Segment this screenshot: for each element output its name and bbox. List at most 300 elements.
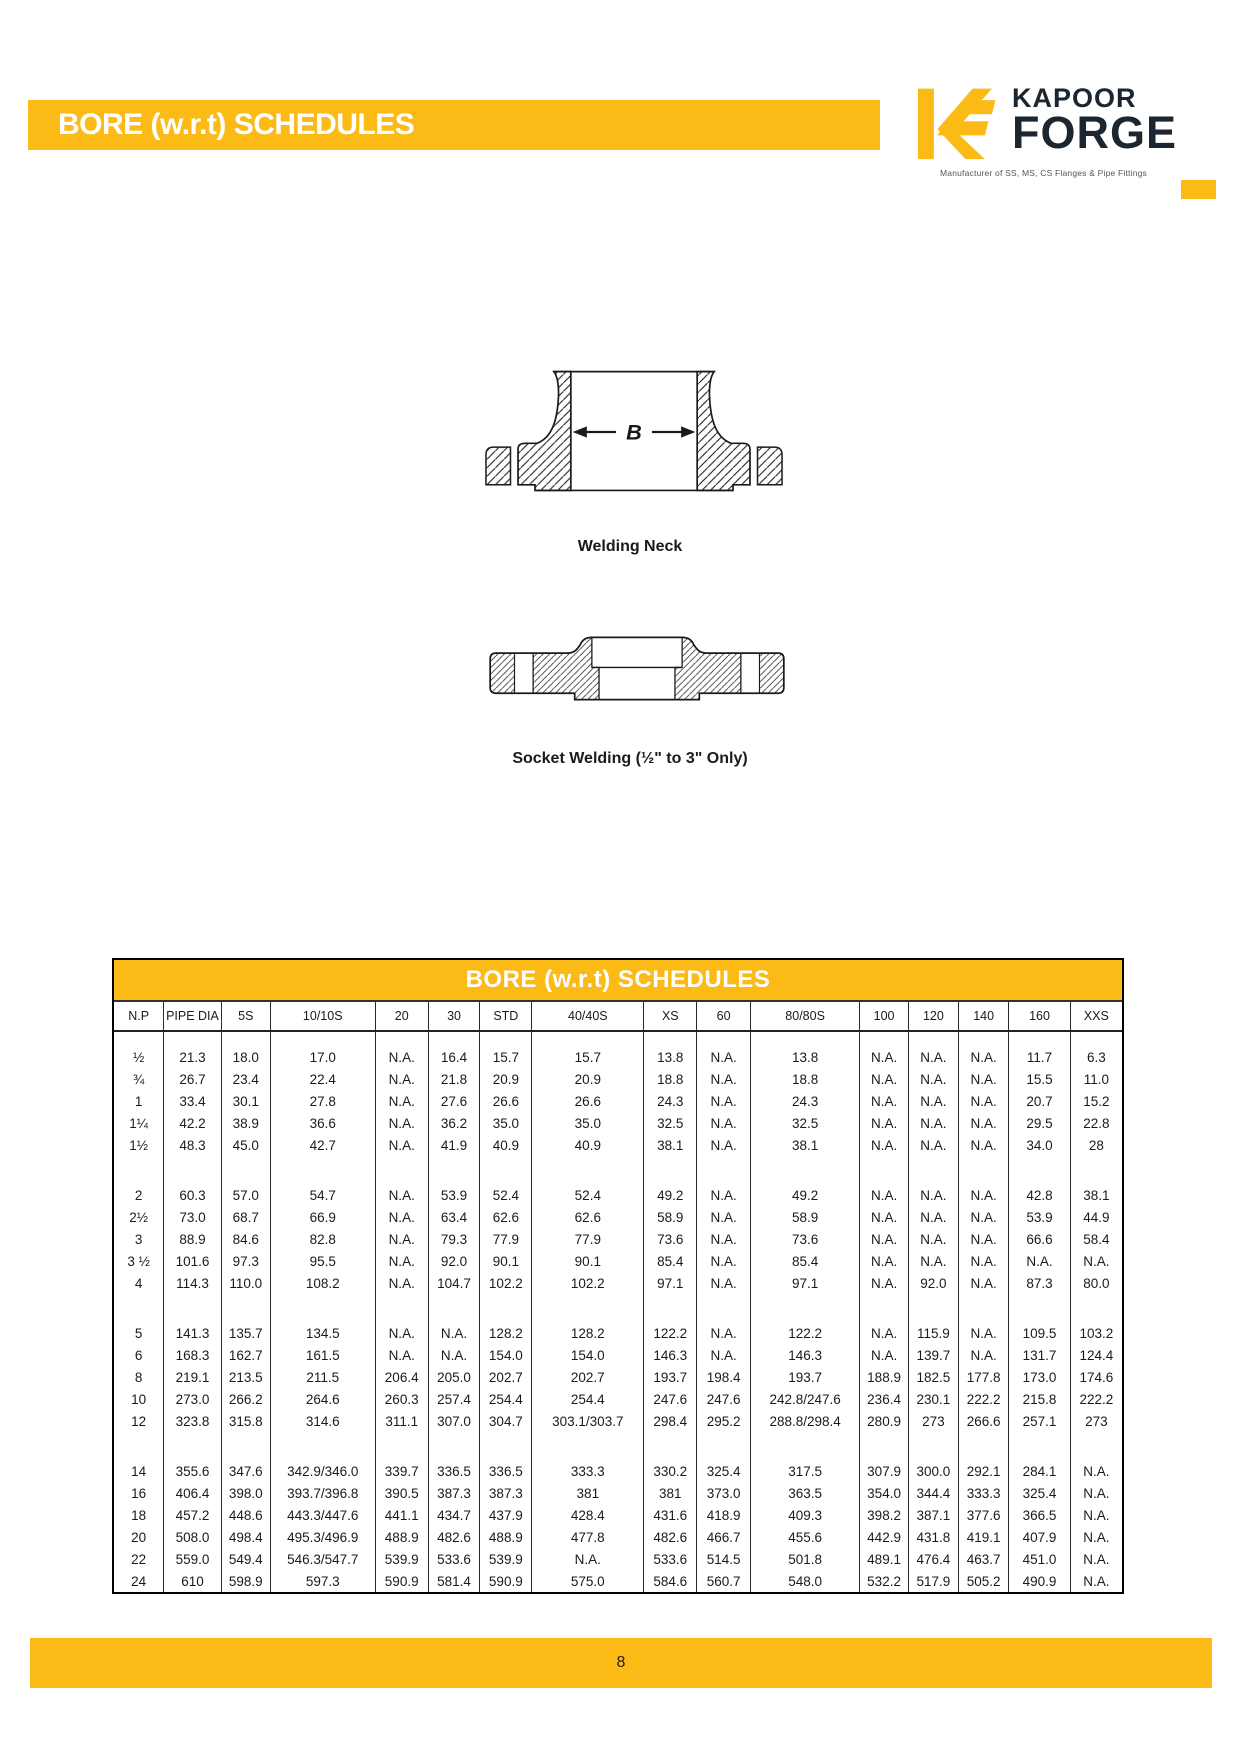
table-cell: 14 [114,1460,164,1482]
group-spacer [429,1432,480,1460]
table-cell: 79.3 [429,1228,480,1250]
table-cell: 21.3 [164,1046,221,1068]
table-cell: 26.6 [532,1090,644,1112]
table-cell: 97.1 [751,1272,861,1294]
table-cell: 317.5 [751,1460,861,1482]
table-cell: 40.9 [532,1134,644,1156]
group-spacer [480,1432,532,1460]
table-cell: 102.2 [532,1272,644,1294]
table-cell: 24.3 [751,1090,861,1112]
table-cell: 18.8 [751,1068,861,1090]
group-spacer [376,1432,429,1460]
table-cell: 109.5 [1009,1322,1070,1344]
column-header: 30 [429,1002,480,1032]
group-spacer [1071,1294,1122,1322]
table-cell: 8 [114,1366,164,1388]
table-cell: N.A. [909,1134,959,1156]
table-cell: N.A. [909,1184,959,1206]
table-cell: 598.9 [222,1570,271,1592]
group-spacer [697,1294,750,1322]
table-cell: 92.0 [429,1250,480,1272]
table-cell: 1½ [114,1134,164,1156]
table-cell: 390.5 [376,1482,429,1504]
table-cell: 508.0 [164,1526,221,1548]
table-cell: N.A. [697,1250,750,1272]
table-cell: 336.5 [480,1460,532,1482]
table-cell: ¾ [114,1068,164,1090]
table-cell: N.A. [1083,1463,1110,1479]
group-spacer [1071,1432,1122,1460]
table-cell: 63.4 [429,1206,480,1228]
table-cell: N.A. [697,1184,750,1206]
table-cell: 77.9 [480,1228,532,1250]
table-cell: 387.1 [909,1504,959,1526]
table-cell: 20.9 [532,1068,644,1090]
table-cell: 339.7 [376,1460,429,1482]
logo-name-forge: FORGE [1012,107,1178,158]
table-cell: 146.3 [644,1344,697,1366]
table-cell: 355.6 [164,1460,221,1482]
page-number: 8 [616,1654,626,1671]
table-cell: 202.7 [480,1366,532,1388]
table-cell: 97.1 [644,1272,697,1294]
table-cell: N.A. [959,1134,1009,1156]
table-cell: 5 [114,1322,164,1344]
table-cell: 42.7 [271,1134,376,1156]
table-cell: 548.0 [751,1570,861,1592]
group-spacer [1009,1432,1070,1460]
table-cell: 124.4 [1079,1347,1114,1363]
table-cell: 273 [909,1410,959,1432]
table-cell: 122.2 [751,1322,861,1344]
group-spacer [959,1294,1009,1322]
table-cell: N.A. [376,1090,429,1112]
table-cell: 381 [532,1482,644,1504]
column-header: PIPE DIA [164,1002,221,1032]
table-cell: 52.4 [532,1184,644,1206]
table-cell: 66.9 [271,1206,376,1228]
table-cell: 311.1 [376,1410,429,1432]
group-spacer [271,1156,376,1184]
table-cell: 549.4 [222,1548,271,1570]
table-cell: 95.5 [271,1250,376,1272]
kf-monogram-icon [918,84,1006,162]
table-cell: N.A. [959,1344,1009,1366]
table-cell: N.A. [697,1272,750,1294]
table-cell: 177.8 [959,1366,1009,1388]
table-cell: 90.1 [480,1250,532,1272]
table-cell: 54.7 [271,1184,376,1206]
table-cell: 15.7 [532,1046,644,1068]
table-title: BORE (w.r.t) SCHEDULES [465,966,771,993]
table-cell: N.A. [860,1184,908,1206]
group-spacer [429,1156,480,1184]
group-spacer [751,1294,861,1322]
table-cell: 418.9 [697,1504,750,1526]
group-spacer [164,1294,221,1322]
table-cell: 273 [1085,1413,1108,1429]
table-cell: 434.7 [429,1504,480,1526]
table-cell: 300.0 [909,1460,959,1482]
group-spacer [480,1032,532,1046]
table-cell: 490.9 [1009,1570,1070,1592]
table-cell: 451.0 [1009,1548,1070,1570]
table-cell: 501.8 [751,1548,861,1570]
table-cell: 15.5 [1009,1068,1070,1090]
group-spacer [909,1432,959,1460]
table-cell: 280.9 [860,1410,908,1432]
welding-neck-drawing [478,366,790,498]
table-cell: N.A. [860,1134,908,1156]
table-cell: 38.9 [222,1112,271,1134]
table-cell: N.A. [697,1206,750,1228]
table-cell: 466.7 [697,1526,750,1548]
group-spacer [959,1432,1009,1460]
table-cell: 68.7 [222,1206,271,1228]
table-cell: 1¼ [114,1112,164,1134]
table-cell: 35.0 [480,1112,532,1134]
table-cell: 32.5 [644,1112,697,1134]
table-cell: 115.9 [909,1322,959,1344]
table-cell: 6.3 [1086,1049,1106,1065]
group-spacer [376,1156,429,1184]
table-cell: N.A. [376,1228,429,1250]
table-cell: N.A. [959,1090,1009,1112]
group-spacer [114,1032,164,1046]
table-cell: 173.0 [1009,1366,1070,1388]
table-cell: 254.4 [480,1388,532,1410]
table-cell: N.A. [860,1206,908,1228]
table-cell: 26.7 [164,1068,221,1090]
table-cell: 205.0 [429,1366,480,1388]
table-cell: 60.3 [164,1184,221,1206]
group-spacer [222,1294,271,1322]
table-cell: 539.9 [376,1548,429,1570]
table-cell: 206.4 [376,1366,429,1388]
logo-name-kapoor: KAPOOR [1012,83,1137,113]
group-spacer [751,1432,861,1460]
table-cell: 463.7 [959,1548,1009,1570]
table-cell: 575.0 [532,1570,644,1592]
table-cell: 62.6 [480,1206,532,1228]
table-cell: 92.0 [909,1272,959,1294]
table-cell: 13.8 [751,1046,861,1068]
table-cell: 18.8 [644,1068,697,1090]
table-cell: 419.1 [959,1526,1009,1548]
table-cell: 441.1 [376,1504,429,1526]
table-cell: 489.1 [860,1548,908,1570]
table-cell: 381 [644,1482,697,1504]
accent-chip [1181,180,1216,199]
table-cell: 141.3 [164,1322,221,1344]
table-cell: N.A. [697,1134,750,1156]
table-cell: 10 [114,1388,164,1410]
table-cell: 42.8 [1009,1184,1070,1206]
group-spacer [751,1156,861,1184]
table-cell: N.A. [959,1206,1009,1228]
table-cell: 323.8 [164,1410,221,1432]
table-cell: 27.8 [271,1090,376,1112]
table-cell: 304.7 [480,1410,532,1432]
table-cell: 448.6 [222,1504,271,1526]
table-cell: N.A. [860,1228,908,1250]
table-cell: N.A. [909,1046,959,1068]
table-cell: N.A. [860,1272,908,1294]
table-cell: 20.9 [480,1068,532,1090]
table-cell: 560.7 [697,1570,750,1592]
table-cell: 431.6 [644,1504,697,1526]
table-cell: 102.2 [480,1272,532,1294]
table-cell: N.A. [959,1184,1009,1206]
table-cell: 108.2 [271,1272,376,1294]
table-cell: 307.9 [860,1460,908,1482]
column-header: 120 [909,1002,959,1032]
table-cell: 437.9 [480,1504,532,1526]
column-header: XS [644,1002,697,1032]
table-cell: 58.9 [644,1206,697,1228]
table-cell: 215.8 [1009,1388,1070,1410]
table-cell: 88.9 [164,1228,221,1250]
kapoor-forge-logo [918,84,1178,178]
table-cell: 114.3 [164,1272,221,1294]
table-cell: ½ [114,1046,164,1068]
table-cell: 18 [114,1504,164,1526]
table-cell: 406.4 [164,1482,221,1504]
table-cell: 211.5 [271,1366,376,1388]
table-cell: N.A. [376,1134,429,1156]
table-cell: 24 [114,1570,164,1592]
group-spacer [532,1156,644,1184]
table-cell: 495.3/496.9 [271,1526,376,1548]
table-cell: 377.6 [959,1504,1009,1526]
group-spacer [164,1432,221,1460]
table-cell: 15.7 [480,1046,532,1068]
table-title-bar [114,960,1122,1002]
table-cell: 40.9 [480,1134,532,1156]
table-cell: 87.3 [1009,1272,1070,1294]
table-cell: 82.8 [271,1228,376,1250]
table-cell: 398.0 [222,1482,271,1504]
table-cell: 333.3 [532,1460,644,1482]
arrow-right-icon [681,426,695,437]
table-cell: 57.0 [222,1184,271,1206]
table-cell: 154.0 [480,1344,532,1366]
table-cell: 3 [114,1228,164,1250]
column-header: N.P [114,1002,164,1032]
table-cell: 428.4 [532,1504,644,1526]
table-cell: 330.2 [644,1460,697,1482]
column-header: 160 [1009,1002,1070,1032]
table-cell: 482.6 [429,1526,480,1548]
table-cell: N.A. [376,1112,429,1134]
column-header: 10/10S [271,1002,376,1032]
table-cell: 18.0 [222,1046,271,1068]
welding-neck-caption: Welding Neck [577,538,683,555]
table-cell: 264.6 [271,1388,376,1410]
table-cell: N.A. [1083,1529,1110,1545]
group-spacer [860,1294,908,1322]
table-cell: N.A. [532,1548,644,1570]
table-cell: N.A. [959,1112,1009,1134]
table-cell: N.A. [697,1090,750,1112]
group-spacer [271,1432,376,1460]
table-cell: 498.4 [222,1526,271,1548]
table-cell: 24.3 [644,1090,697,1112]
table-cell: 247.6 [644,1388,697,1410]
table-cell: 288.8/298.4 [751,1410,861,1432]
table-cell: N.A. [860,1090,908,1112]
table-cell: N.A. [697,1322,750,1344]
group-spacer [429,1294,480,1322]
group-spacer [532,1032,644,1046]
table-cell: 284.1 [1009,1460,1070,1482]
bore-dimension-label: B [626,419,642,445]
table-cell: N.A. [1083,1253,1110,1269]
table-cell: 219.1 [164,1366,221,1388]
table-cell: 230.1 [909,1388,959,1410]
table-cell: N.A. [860,1344,908,1366]
group-spacer [271,1294,376,1322]
group-spacer [480,1294,532,1322]
table-cell: 347.6 [222,1460,271,1482]
column-header: 140 [959,1002,1009,1032]
group-spacer [644,1032,697,1046]
column-header: XXS [1071,1002,1122,1032]
table-cell: 22.8 [1083,1115,1110,1131]
table-cell: 584.6 [644,1570,697,1592]
table-cell: 29.5 [1009,1112,1070,1134]
table-cell: 477.8 [532,1526,644,1548]
table-cell: 222.2 [959,1388,1009,1410]
table-cell: 247.6 [697,1388,750,1410]
table-cell: 363.5 [751,1482,861,1504]
group-spacer [697,1156,750,1184]
table-cell: 590.9 [480,1570,532,1592]
table-cell: N.A. [1083,1485,1110,1501]
table-cell: 393.7/396.8 [271,1482,376,1504]
table-cell: 182.5 [909,1366,959,1388]
table-cell: N.A. [959,1250,1009,1272]
table-cell: N.A. [697,1068,750,1090]
group-spacer [376,1294,429,1322]
table-cell: N.A. [959,1068,1009,1090]
table-cell: 236.4 [860,1388,908,1410]
table-cell: 455.6 [751,1526,861,1548]
table-cell: N.A. [860,1112,908,1134]
table-cell: N.A. [959,1046,1009,1068]
group-spacer [909,1032,959,1046]
table-cell: 128.2 [480,1322,532,1344]
socket-welding-caption: Socket Welding (½" to 3" Only) [512,750,748,767]
table-cell: 11.0 [1083,1071,1109,1087]
table-cell: 162.7 [222,1344,271,1366]
table-cell: 28 [1088,1137,1104,1153]
table-cell: N.A. [860,1068,908,1090]
group-spacer [959,1032,1009,1046]
table-cell: 15.2 [1083,1093,1110,1109]
table-cell: 325.4 [1009,1482,1070,1504]
table-cell: N.A. [376,1250,429,1272]
table-cell: 273.0 [164,1388,221,1410]
table-cell: 45.0 [222,1134,271,1156]
table-cell: 488.9 [376,1526,429,1548]
table-cell: 34.0 [1009,1134,1070,1156]
table-cell: 342.9/346.0 [271,1460,376,1482]
table-cell: 35.0 [532,1112,644,1134]
table-cell: N.A. [1083,1573,1110,1589]
table-cell: 134.5 [271,1322,376,1344]
table-cell: 38.1 [751,1134,861,1156]
table-cell: N.A. [376,1068,429,1090]
group-spacer [751,1032,861,1046]
table-cell: 80.0 [1083,1275,1110,1291]
table-cell: 298.4 [644,1410,697,1432]
table-cell: 354.0 [860,1482,908,1504]
table-cell: 32.5 [751,1112,861,1134]
column-header: 5S [222,1002,271,1032]
table-cell: 533.6 [644,1548,697,1570]
table-cell: 104.7 [429,1272,480,1294]
welding-neck-diagram [478,366,790,498]
table-cell: 53.9 [1009,1206,1070,1228]
table-cell: 307.0 [429,1410,480,1432]
group-spacer [429,1032,480,1046]
group-spacer [1071,1156,1122,1184]
table-cell: 546.3/547.7 [271,1548,376,1570]
table-cell: 22.4 [271,1068,376,1090]
table-cell: 559.0 [164,1548,221,1570]
group-spacer [697,1032,750,1046]
table-cell: N.A. [860,1250,908,1272]
group-spacer [222,1156,271,1184]
table-cell: 36.2 [429,1112,480,1134]
group-spacer [1009,1294,1070,1322]
table-cell: 85.4 [751,1250,861,1272]
table-cell: 26.6 [480,1090,532,1112]
page-footer-bar [30,1638,1212,1688]
table-cell: 266.2 [222,1388,271,1410]
table-cell: 36.6 [271,1112,376,1134]
group-spacer [164,1032,221,1046]
group-spacer [114,1294,164,1322]
table-cell: 73.6 [751,1228,861,1250]
table-cell: 3 ½ [114,1250,164,1272]
group-spacer [860,1432,908,1460]
table-cell: 373.0 [697,1482,750,1504]
table-cell: 52.4 [480,1184,532,1206]
table-cell: 77.9 [532,1228,644,1250]
table-cell: 73.6 [644,1228,697,1250]
table-cell: N.A. [959,1228,1009,1250]
table-cell: 168.3 [164,1344,221,1366]
table-cell: 442.9 [860,1526,908,1548]
table-cell: 387.3 [429,1482,480,1504]
socket-welding-drawing [483,630,791,702]
table-cell: 431.8 [909,1526,959,1548]
group-spacer [532,1432,644,1460]
table-cell: 146.3 [751,1344,861,1366]
table-cell: 4 [114,1272,164,1294]
table-cell: 90.1 [532,1250,644,1272]
table-cell: 257.1 [1009,1410,1070,1432]
table-cell: 443.3/447.6 [271,1504,376,1526]
table-cell: 174.6 [1079,1369,1114,1385]
table-cell: 128.2 [532,1322,644,1344]
table-cell: 476.4 [909,1548,959,1570]
table-cell: 154.0 [532,1344,644,1366]
table-cell: 188.9 [860,1366,908,1388]
table-cell: 49.2 [751,1184,861,1206]
